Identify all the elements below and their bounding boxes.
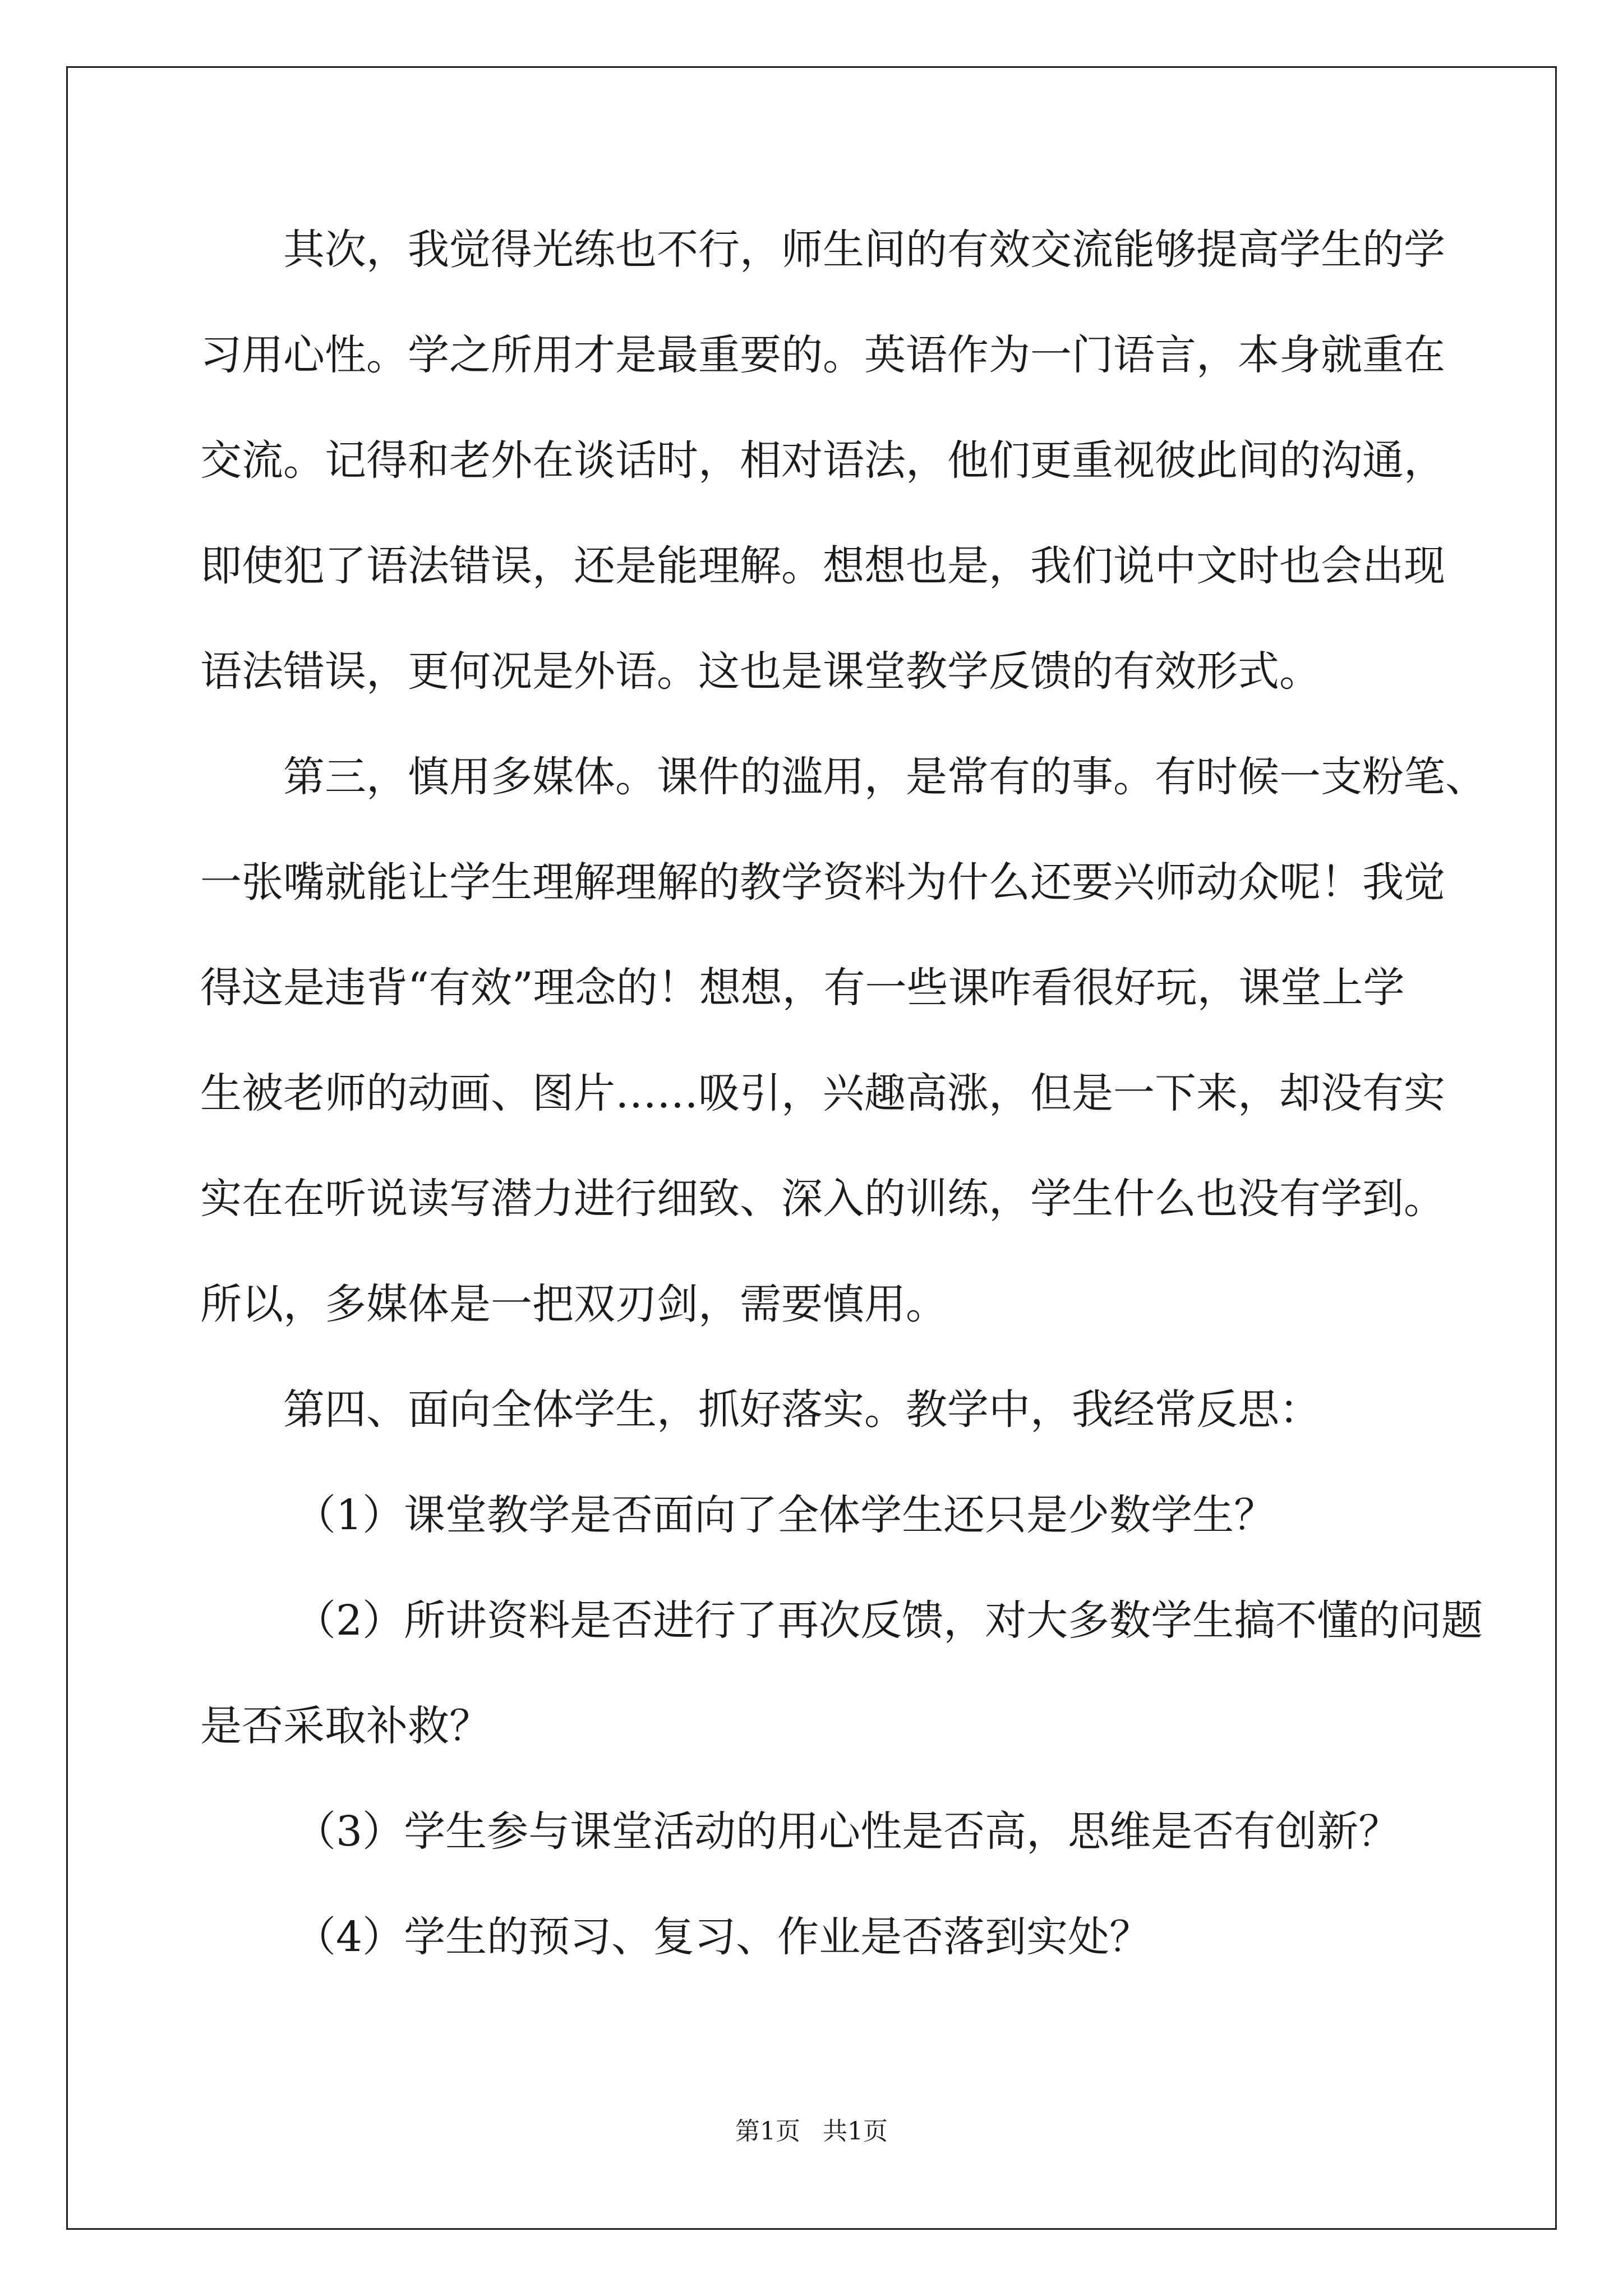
- paragraph-line: 一张嘴就能让学生理解理解的教学资料为什么还要兴师动众呢！我觉: [200, 858, 1445, 907]
- paragraph-line: 第三，慎用多媒体。课件的滥用，是常有的事。有时候一支粉笔、: [283, 753, 1487, 801]
- list-item: （2）所讲资料是否进行了再次反馈，对大多数学生搞不懂的问题: [294, 1596, 1483, 1645]
- page-border: [66, 66, 1557, 2230]
- paragraph-line: 生被老师的动画、图片……吸引，兴趣高涨，但是一下来，却没有实: [200, 1069, 1445, 1117]
- paragraph-line: 交流。记得和老外在谈话时，相对语法，他们更重视彼此间的沟通，: [200, 436, 1445, 485]
- paragraph-line: 实在在听说读写潜力进行细致、深入的训练，学生什么也没有学到。: [200, 1175, 1445, 1223]
- paragraph-line: 即使犯了语法错误，还是能理解。想想也是，我们说中文时也会出现: [200, 542, 1445, 590]
- paragraph-line: 所以，多媒体是一把双刃剑，需要慎用。: [200, 1280, 947, 1328]
- paragraph-line: 语法错误，更何况是外语。这也是课堂教学反馈的有效形式。: [200, 647, 1321, 696]
- page-number: 第1页: [735, 2117, 800, 2146]
- page-total: 共1页: [823, 2117, 888, 2146]
- list-item-continuation: 是否采取补救？: [200, 1702, 491, 1750]
- paragraph-line: 其次，我觉得光练也不行，师生间的有效交流能够提高学生的学: [283, 226, 1445, 274]
- page-footer: [0, 2115, 1623, 2148]
- list-item: （1）课堂教学是否面向了全体学生还只是少数学生？: [294, 1491, 1276, 1539]
- paragraph-line: 习用心性。学之所用才是最重要的。英语作为一门语言，本身就重在: [200, 331, 1445, 379]
- paragraph-line: 得这是违背“有效”理念的！想想，有一些课咋看很好玩，课堂上学: [200, 964, 1405, 1012]
- paragraph-line: 第四、面向全体学生，抓好落实。教学中，我经常反思：: [283, 1386, 1321, 1434]
- list-item: （3）学生参与课堂活动的用心性是否高，思维是否有创新？: [294, 1807, 1400, 1856]
- list-item: （4）学生的预习、复习、作业是否落到实处？: [294, 1913, 1151, 1961]
